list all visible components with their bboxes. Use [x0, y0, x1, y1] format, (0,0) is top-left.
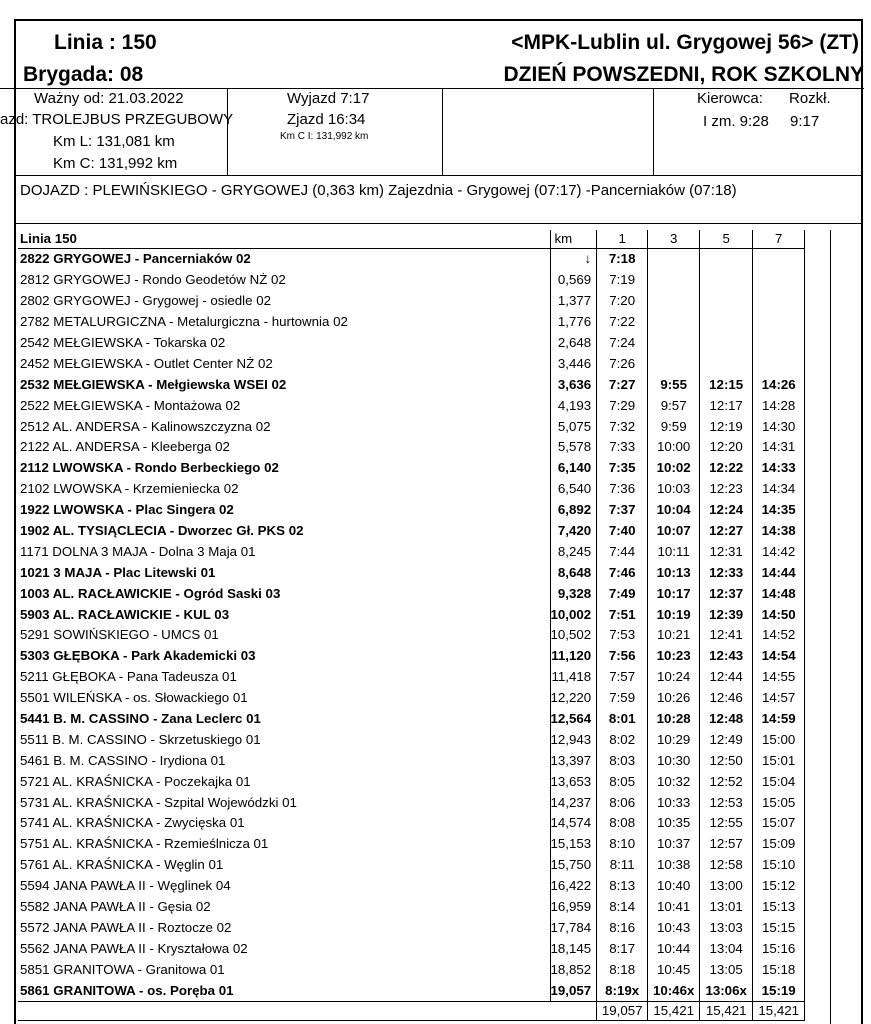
departure-time-cell: 12:46	[700, 688, 753, 709]
stop-km: 11,120	[550, 646, 597, 667]
table-row	[18, 374, 805, 395]
driver-value: Rozkł.	[789, 90, 831, 107]
departure-time-cell: 14:33	[753, 458, 805, 479]
stop-km: 14,237	[550, 792, 597, 813]
departure-time-cell: 10:29	[648, 729, 700, 750]
departure-time-cell	[700, 312, 753, 333]
table-row	[18, 980, 805, 1001]
departure-time-cell: 8:05	[597, 771, 648, 792]
departure-time-cell: 10:23	[648, 646, 700, 667]
departure-time-cell	[700, 270, 753, 291]
departure-time-cell: 14:26	[753, 374, 805, 395]
dojazd-bottom-line	[14, 223, 863, 224]
table-row	[18, 291, 805, 312]
departure-time-cell: 10:03	[648, 479, 700, 500]
departure-time-cell: 10:32	[648, 771, 700, 792]
departure-time-cell: 12:48	[700, 709, 753, 730]
course-header: 5	[700, 230, 753, 249]
stop-name: 2542 MEŁGIEWSKA - Tokarska 02	[20, 335, 226, 350]
departure-time-cell: 12:24	[700, 500, 753, 521]
stop-name: 5572 JANA PAWŁA II - Roztocze 02	[20, 919, 232, 935]
stop-name: 1021 3 MAJA - Plac Litewski 01	[20, 564, 216, 580]
table-row	[18, 876, 805, 897]
course-total-km: 15,421	[753, 1002, 805, 1021]
departure-time-cell: 8:16	[597, 918, 648, 939]
departure-time-cell: 8:11	[597, 855, 648, 876]
vehicle-type: azd: TROLEJBUS PRZEGUBOWY	[0, 111, 234, 128]
stop-name: 1003 AL. RACŁAWICKIE - Ogród Saski 03	[20, 585, 281, 601]
departure-time-cell: 7:59	[597, 688, 648, 709]
departure-time-cell: 14:52	[753, 625, 805, 646]
departure-time-cell: 12:57	[700, 834, 753, 855]
departure-time-cell: 7:37	[597, 500, 648, 521]
departure-time-cell	[753, 270, 805, 291]
departure-time-cell: 10:45	[648, 959, 700, 980]
departure-time-cell: 10:35	[648, 813, 700, 834]
departure-time-cell: 12:22	[700, 458, 753, 479]
table-row	[18, 729, 805, 750]
stop-name: 1902 AL. TYSIĄCLECIA - Dworzec Gł. PKS 02	[20, 523, 304, 539]
stop-name: 1171 DOLNA 3 MAJA - Dolna 3 Maja 01	[20, 543, 256, 559]
departure-time-cell: 12:44	[700, 667, 753, 688]
departure-time-cell: 13:01	[700, 897, 753, 918]
departure-time-cell: 13:03	[700, 918, 753, 939]
stop-km: 14,574	[550, 813, 597, 834]
departure-time-cell: 7:22	[597, 312, 648, 333]
course-total-km: 19,057	[597, 1002, 648, 1021]
departure-time-cell: 10:19	[648, 604, 700, 625]
stop-km: 10,002	[550, 604, 597, 625]
departure-time-cell: 12:20	[700, 437, 753, 458]
stop-name: 5751 AL. KRAŚNICKA - Rzemieślnicza 01	[20, 836, 269, 852]
timetable-header	[18, 230, 805, 249]
departure-time-cell: 10:38	[648, 855, 700, 876]
departure-time-cell: 13:06x	[700, 980, 753, 1001]
departure-time-cell: 10:33	[648, 792, 700, 813]
stop-name: 5562 JANA PAWŁA II - Kryształowa 02	[20, 940, 248, 956]
stop-km: 15,153	[550, 834, 597, 855]
table-row	[18, 604, 805, 625]
day-type: DZIEŃ POWSZEDNI, ROK SZKOLNY	[503, 63, 864, 86]
departure-time-cell: 7:40	[597, 521, 648, 542]
departure-time-cell: 12:19	[700, 416, 753, 437]
info-top-line	[0, 88, 864, 89]
stop-name: 5721 AL. KRAŚNICKA - Poczekajka 01	[20, 773, 251, 789]
stop-km: 5,578	[550, 437, 597, 458]
table-row	[18, 959, 805, 980]
departure-time-cell: 10:04	[648, 500, 700, 521]
stop-km: 5,075	[550, 416, 597, 437]
stop-km: 12,564	[550, 709, 597, 730]
departure-time-cell: 14:38	[753, 521, 805, 542]
departure-time-cell	[648, 270, 700, 291]
departure-time-cell: 10:00	[648, 437, 700, 458]
departure-time-cell: 15:15	[753, 918, 805, 939]
departure-time-cell: 8:01	[597, 709, 648, 730]
table-title: Linia 150	[18, 230, 550, 249]
departure-time-cell: 12:33	[700, 562, 753, 583]
table-row	[18, 771, 805, 792]
km-c: Km C: 131,992 km	[53, 155, 178, 172]
stop-name: 5211 GŁĘBOKA - Pana Tadeusza 01	[20, 669, 237, 685]
operator-name: <MPK-Lublin ul. Grygowej 56> (ZT)	[511, 31, 859, 54]
departure-time-cell: 8:06	[597, 792, 648, 813]
departure-time-cell: 7:19	[597, 270, 648, 291]
table-row	[18, 541, 805, 562]
departure-time-cell: 12:52	[700, 771, 753, 792]
table-row	[18, 938, 805, 959]
departure-time-cell: 14:35	[753, 500, 805, 521]
departure-time-cell: 14:28	[753, 395, 805, 416]
table-row	[18, 270, 805, 291]
departure-time-cell: 14:42	[753, 541, 805, 562]
stop-name: 2822 GRYGOWEJ - Pancerniaków 02	[20, 251, 251, 267]
departure-time-cell: 10:28	[648, 709, 700, 730]
table-row	[18, 249, 805, 270]
departure-time-cell: 14:57	[753, 688, 805, 709]
table-row	[18, 583, 805, 604]
departure-time-cell: 10:13	[648, 562, 700, 583]
departure-time-cell: 10:17	[648, 583, 700, 604]
table-row	[18, 792, 805, 813]
line-number: Linia : 150	[54, 31, 157, 54]
stop-name: 5582 JANA PAWŁA II - Gęsia 02	[20, 899, 211, 915]
departure-time-cell: 9:59	[648, 416, 700, 437]
stop-km: 19,057	[550, 980, 597, 1001]
departure-time-cell: 7:36	[597, 479, 648, 500]
departure-time-cell: 10:11	[648, 541, 700, 562]
stop-km: 3,446	[550, 353, 597, 374]
departure-time-cell: 8:03	[597, 750, 648, 771]
totals-spacer	[550, 1002, 597, 1021]
departure-time-cell: 15:05	[753, 792, 805, 813]
departure-time-cell: 15:00	[753, 729, 805, 750]
stop-km: 2,648	[550, 333, 597, 354]
departure-time-cell: 12:49	[700, 729, 753, 750]
stop-km: 3,636	[550, 374, 597, 395]
departure-time-cell: 14:30	[753, 416, 805, 437]
table-row	[18, 312, 805, 333]
departure-time-cell: 12:50	[700, 750, 753, 771]
departure-time-cell	[648, 291, 700, 312]
stop-km: 13,397	[550, 750, 597, 771]
departure-time-cell: 10:30	[648, 750, 700, 771]
departure-time-cell: 10:41	[648, 897, 700, 918]
departure-time-cell	[753, 353, 805, 374]
stop-name: 5441 B. M. CASSINO - Zana Leclerc 01	[20, 711, 261, 727]
departure-time-cell: 7:26	[597, 353, 648, 374]
departure-time-cell: 7:27	[597, 374, 648, 395]
table-row	[18, 333, 805, 354]
shift-label: I zm. 9:28	[703, 113, 769, 130]
departure-time-cell: 8:17	[597, 938, 648, 959]
departure-time-cell: 12:55	[700, 813, 753, 834]
departure-time-cell: 7:18	[597, 249, 648, 270]
stop-name: 1922 LWOWSKA - Plac Singera 02	[20, 502, 234, 518]
departure-time-cell: 12:58	[700, 855, 753, 876]
right-margin-line	[830, 230, 831, 1024]
course-header: 1	[597, 230, 648, 249]
stop-name: 5861 GRANITOWA - os. Poręba 01	[20, 982, 234, 998]
departure-time-cell: 7:49	[597, 583, 648, 604]
stop-name: 5461 B. M. CASSINO - Irydiona 01	[20, 752, 226, 768]
departure-time-cell: 8:10	[597, 834, 648, 855]
driver-label: Kierowca:	[697, 90, 763, 107]
departure-time-cell: 8:19x	[597, 980, 648, 1001]
departure-time-cell: 12:39	[700, 604, 753, 625]
stop-km: 8,245	[550, 541, 597, 562]
departure-time-cell: 14:48	[753, 583, 805, 604]
departure-time-cell: 7:35	[597, 458, 648, 479]
stop-km: 1,377	[550, 291, 597, 312]
table-row	[18, 437, 805, 458]
stop-km: 6,140	[550, 458, 597, 479]
stop-name: 5903 AL. RACŁAWICKIE - KUL 03	[20, 606, 230, 622]
departure-time-cell: 10:02	[648, 458, 700, 479]
stop-km: 13,653	[550, 771, 597, 792]
departure-time-cell: 15:13	[753, 897, 805, 918]
departure-time-cell: 15:07	[753, 813, 805, 834]
departure-time-cell: 7:56	[597, 646, 648, 667]
totals-spacer	[18, 1002, 550, 1021]
departure-time-cell: 7:51	[597, 604, 648, 625]
stop-name: 2802 GRYGOWEJ - Grygowej - osiedle 02	[20, 293, 272, 309]
departure-time-cell	[753, 291, 805, 312]
stop-name: 2522 MEŁGIEWSKA - Montażowa 02	[20, 397, 241, 413]
departure-time-cell	[648, 353, 700, 374]
stop-name: 5501 WILEŃSKA - os. Słowackiego 01	[20, 690, 248, 706]
stop-name: 5303 GŁĘBOKA - Park Akademicki 03	[20, 648, 256, 664]
stop-km: 9,328	[550, 583, 597, 604]
stop-km: ↓	[550, 249, 597, 270]
departure-time-cell: 15:04	[753, 771, 805, 792]
departure-time-cell: 10:21	[648, 625, 700, 646]
departure-time-cell	[700, 333, 753, 354]
departure-time-cell: 8:08	[597, 813, 648, 834]
departure-time-cell: 15:19	[753, 980, 805, 1001]
stop-name: 5761 AL. KRAŚNICKA - Węglin 01	[20, 857, 224, 873]
departure-time-cell: 15:10	[753, 855, 805, 876]
table-row	[18, 688, 805, 709]
departure-time-cell: 10:40	[648, 876, 700, 897]
departure-time-cell: 12:37	[700, 583, 753, 604]
departure-time-cell: 7:20	[597, 291, 648, 312]
info-divider-3	[653, 88, 654, 175]
info-divider-1	[227, 88, 228, 175]
table-row	[18, 458, 805, 479]
info-divider-2	[442, 88, 443, 175]
course-header: 3	[648, 230, 700, 249]
departure-time-cell	[648, 312, 700, 333]
table-row	[18, 479, 805, 500]
departure-time-cell: 14:54	[753, 646, 805, 667]
departure-time-cell: 15:16	[753, 938, 805, 959]
departure-time-cell: 8:13	[597, 876, 648, 897]
departure-time-cell	[753, 312, 805, 333]
departure-time-cell: 14:50	[753, 604, 805, 625]
km-header: km	[550, 230, 597, 249]
stop-km: 12,943	[550, 729, 597, 750]
stop-name: 5731 AL. KRAŚNICKA - Szpital Wojewódzki 01	[20, 794, 297, 810]
stop-name: 5511 B. M. CASSINO - Skrzetuskiego 01	[20, 731, 261, 747]
table-row	[18, 353, 805, 374]
departure-time-cell: 15:12	[753, 876, 805, 897]
departure-time-cell: 14:34	[753, 479, 805, 500]
departure-time-cell: 7:29	[597, 395, 648, 416]
departure-time-cell	[700, 291, 753, 312]
table-row	[18, 625, 805, 646]
table-row	[18, 813, 805, 834]
departure-time-cell: 7:44	[597, 541, 648, 562]
departure-time-cell: 12:23	[700, 479, 753, 500]
departure-time-cell	[700, 249, 753, 270]
stop-km: 6,892	[550, 500, 597, 521]
stop-name: 2452 MEŁGIEWSKA - Outlet Center NŻ 02	[20, 355, 273, 371]
departure-time-cell: 7:57	[597, 667, 648, 688]
departure-time-cell: 8:14	[597, 897, 648, 918]
table-row	[18, 500, 805, 521]
stop-km: 1,776	[550, 312, 597, 333]
departure-time-cell: 14:44	[753, 562, 805, 583]
table-row	[18, 750, 805, 771]
departure-time-cell: 13:05	[700, 959, 753, 980]
stop-km: 0,569	[550, 270, 597, 291]
table-row	[18, 521, 805, 542]
departure-time-cell: 7:32	[597, 416, 648, 437]
stop-name: 2532 MEŁGIEWSKA - Mełgiewska WSEI 02	[20, 376, 287, 392]
table-row	[18, 562, 805, 583]
stop-name: 5741 AL. KRAŚNICKA - Zwycięska 01	[20, 815, 245, 831]
stop-km: 4,193	[550, 395, 597, 416]
stop-name: 2122 AL. ANDERSA - Kleeberga 02	[20, 439, 230, 455]
stop-name: 2812 GRYGOWEJ - Rondo Geodetów NŻ 02	[20, 272, 286, 288]
table-row	[18, 646, 805, 667]
departure-time-cell: 15:01	[753, 750, 805, 771]
departure-time-cell: 7:24	[597, 333, 648, 354]
table-row	[18, 897, 805, 918]
departure-time-cell	[648, 249, 700, 270]
timetable	[18, 230, 805, 1021]
stop-name: 5851 GRANITOWA - Granitowa 01	[20, 961, 225, 977]
stop-name: 2782 METALURGICZNA - Metalurgiczna - hurtownia 02	[20, 314, 348, 330]
km-c-i: Km C I: 131,992 km	[280, 131, 369, 142]
table-row	[18, 855, 805, 876]
departure-time-cell	[700, 353, 753, 374]
course-total-km: 15,421	[648, 1002, 700, 1021]
departure-time-cell: 12:43	[700, 646, 753, 667]
brigade-number: Brygada: 08	[23, 63, 144, 86]
departure-time-cell: 7:53	[597, 625, 648, 646]
stop-km: 11,418	[550, 667, 597, 688]
table-row	[18, 834, 805, 855]
departure-time-cell: 12:31	[700, 541, 753, 562]
stop-km: 7,420	[550, 521, 597, 542]
table-row	[18, 667, 805, 688]
table-row	[18, 709, 805, 730]
departure-time-cell: 10:07	[648, 521, 700, 542]
stop-km: 16,422	[550, 876, 597, 897]
stop-km: 6,540	[550, 479, 597, 500]
departure-time: Wyjazd 7:17	[287, 90, 370, 107]
departure-time-cell: 12:41	[700, 625, 753, 646]
totals-row	[18, 1002, 805, 1021]
departure-time-cell: 15:09	[753, 834, 805, 855]
table-row	[18, 395, 805, 416]
table-row	[18, 416, 805, 437]
departure-time-cell: 10:26	[648, 688, 700, 709]
departure-time-cell: 10:37	[648, 834, 700, 855]
table-row	[18, 918, 805, 939]
stop-km: 17,784	[550, 918, 597, 939]
shift-value: 9:17	[790, 113, 820, 130]
stop-km: 12,220	[550, 688, 597, 709]
departure-time-cell: 12:27	[700, 521, 753, 542]
course-total-km: 15,421	[700, 1002, 753, 1021]
departure-time-cell: 10:44	[648, 938, 700, 959]
stop-km: 16,959	[550, 897, 597, 918]
stop-name: 2112 LWOWSKA - Rondo Berbeckiego 02	[20, 460, 279, 476]
departure-time-cell: 14:59	[753, 709, 805, 730]
departure-time-cell: 14:31	[753, 437, 805, 458]
stop-km: 15,750	[550, 855, 597, 876]
stop-km: 10,502	[550, 625, 597, 646]
stop-km: 18,145	[550, 938, 597, 959]
stop-name: 2512 AL. ANDERSA - Kalinowszczyzna 02	[20, 418, 271, 434]
departure-time-cell	[648, 333, 700, 354]
departure-time-cell: 14:55	[753, 667, 805, 688]
info-bottom-line	[14, 175, 863, 176]
arrival-time: Zjazd 16:34	[287, 111, 366, 128]
course-header: 7	[753, 230, 805, 249]
stop-name: 2102 LWOWSKA - Krzemieniecka 02	[20, 481, 239, 497]
departure-time-cell: 7:46	[597, 562, 648, 583]
valid-from: Ważny od: 21.03.2022	[34, 90, 184, 107]
departure-time-cell: 12:15	[700, 374, 753, 395]
approach-route: DOJAZD : PLEWIŃSKIEGO - GRYGOWEJ (0,363 km) Zajezdnia - Grygowej (07:17) -Pancerniaków (07:18)	[20, 182, 737, 199]
stop-km: 8,648	[550, 562, 597, 583]
departure-time-cell: 7:33	[597, 437, 648, 458]
departure-time-cell: 15:18	[753, 959, 805, 980]
stop-name: 5594 JANA PAWŁA II - Węglinek 04	[20, 878, 231, 894]
departure-time-cell: 8:02	[597, 729, 648, 750]
departure-time-cell: 12:53	[700, 792, 753, 813]
departure-time-cell	[753, 333, 805, 354]
departure-time-cell: 8:18	[597, 959, 648, 980]
departure-time-cell: 10:24	[648, 667, 700, 688]
stop-km: 18,852	[550, 959, 597, 980]
stop-name: 5291 SOWIŃSKIEGO - UMCS 01	[20, 627, 219, 643]
departure-time-cell: 13:04	[700, 938, 753, 959]
km-l: Km L: 131,081 km	[53, 133, 175, 150]
departure-time-cell: 9:57	[648, 395, 700, 416]
departure-time-cell: 10:46x	[648, 980, 700, 1001]
departure-time-cell: 9:55	[648, 374, 700, 395]
departure-time-cell: 13:00	[700, 876, 753, 897]
departure-time-cell	[753, 249, 805, 270]
departure-time-cell: 10:43	[648, 918, 700, 939]
departure-time-cell: 12:17	[700, 395, 753, 416]
